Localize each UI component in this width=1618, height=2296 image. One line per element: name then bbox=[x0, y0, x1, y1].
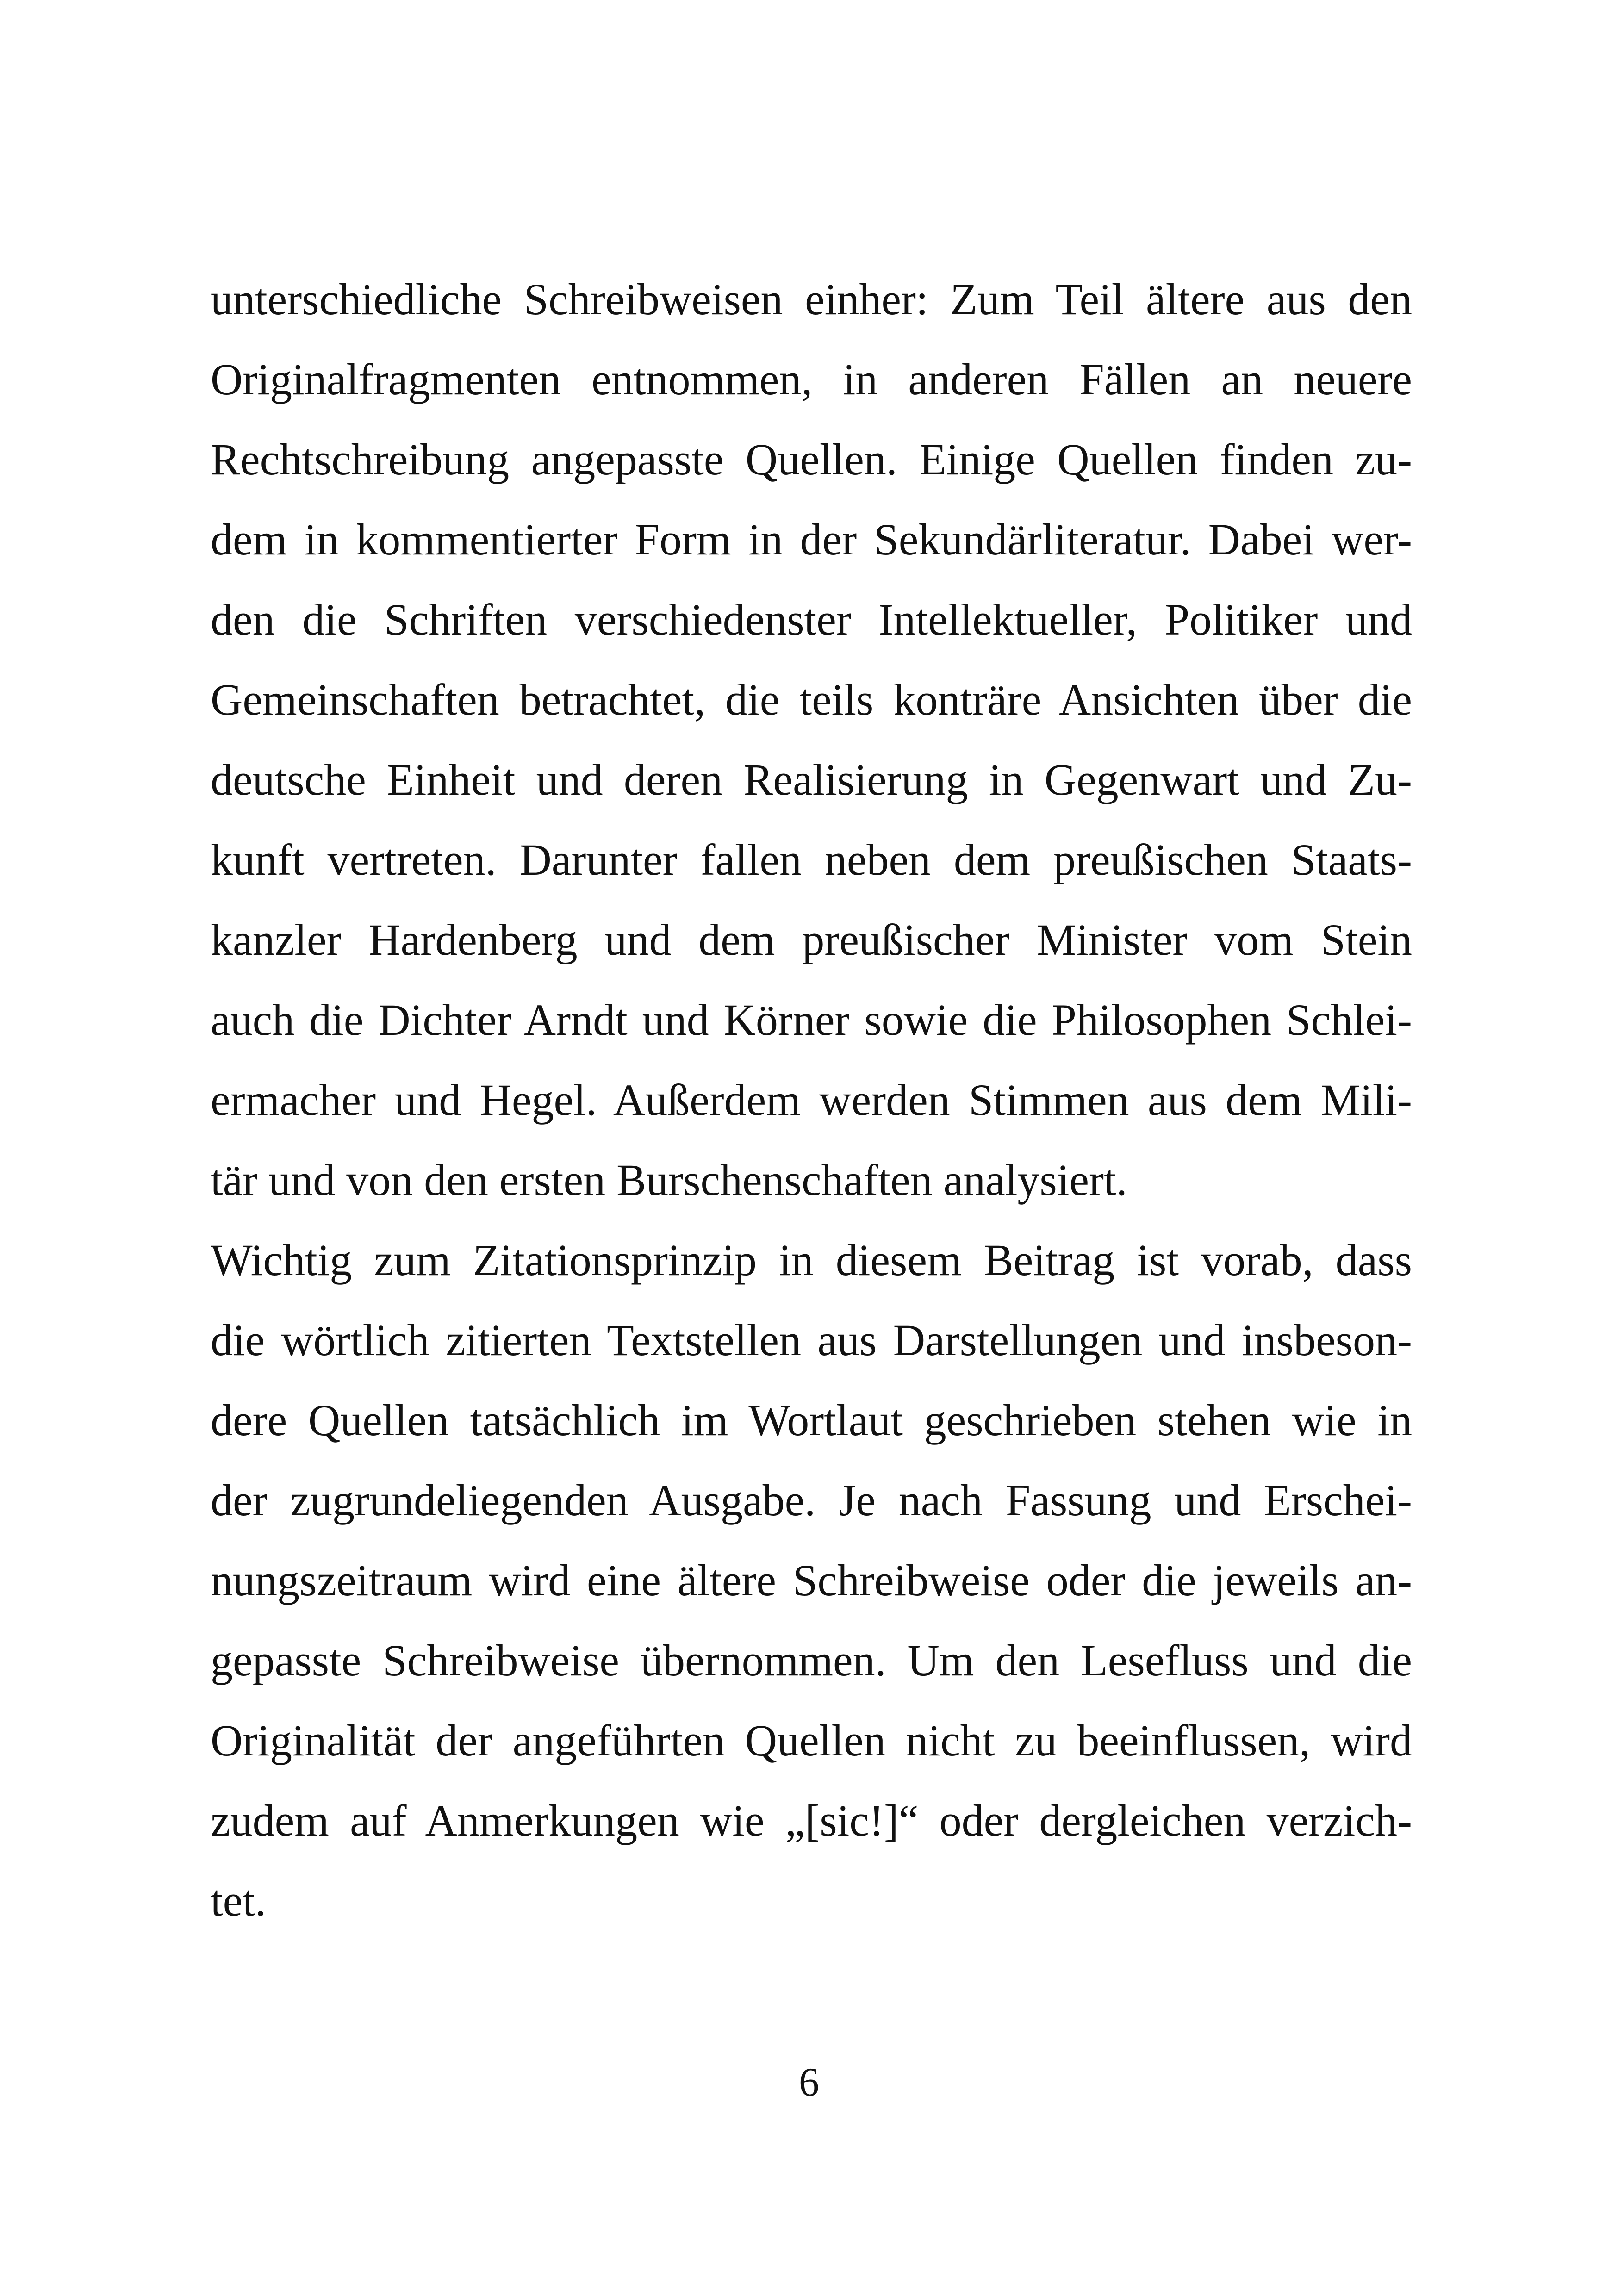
text-line: kanzler Hardenberg und dem preußischer Minister vom Stein bbox=[211, 915, 1412, 964]
body-text bbox=[211, 259, 1412, 1941]
text-line: unterschiedliche Schreibweisen einher: Zum Teil ältere aus den bbox=[211, 274, 1412, 324]
text-line: tär und von den ersten Burschenschaften analysiert. bbox=[211, 1155, 1127, 1205]
text-line: Originalität der angeführten Quellen nicht zu beeinflussen, wird bbox=[211, 1716, 1412, 1765]
text-line: dere Quellen tatsächlich im Wortlaut geschrieben stehen wie in bbox=[211, 1395, 1412, 1445]
paragraph-1 bbox=[211, 259, 1412, 1220]
page-number: 6 bbox=[799, 2060, 819, 2105]
text-line: Rechtschreibung angepasste Quellen. Einige Quellen finden zu- bbox=[211, 435, 1412, 484]
text-line: Originalfragmenten entnommen, in anderen Fällen an neuere bbox=[211, 355, 1412, 404]
text-line: nungszeitraum wird eine ältere Schreibweise oder die jeweils an- bbox=[211, 1556, 1412, 1605]
text-line: den die Schriften verschiedenster Intellektueller, Politiker und bbox=[211, 595, 1412, 644]
text-line: gepasste Schreibweise übernommen. Um den Lesefluss und die bbox=[211, 1636, 1412, 1685]
text-line: zudem auf Anmerkungen wie „[sic!]“ oder dergleichen verzich- bbox=[211, 1796, 1412, 1845]
text-line: die wörtlich zitierten Textstellen aus Darstellungen und insbeson- bbox=[211, 1315, 1412, 1365]
text-line: dem in kommentierter Form in der Sekundärliteratur. Dabei wer- bbox=[211, 515, 1412, 564]
text-line: ermacher und Hegel. Außerdem werden Stimmen aus dem Mili- bbox=[211, 1075, 1412, 1125]
text-line: der zugrundeliegenden Ausgabe. Je nach Fassung und Erschei- bbox=[211, 1475, 1412, 1525]
text-line: auch die Dichter Arndt und Körner sowie die Philosophen Schlei- bbox=[211, 995, 1412, 1045]
text-line: Gemeinschaften betrachtet, die teils konträre Ansichten über die bbox=[211, 675, 1412, 724]
text-line: Wichtig zum Zitationsprinzip in diesem Beitrag ist vorab, dass bbox=[211, 1235, 1412, 1285]
text-line: tet. bbox=[211, 1876, 266, 1925]
text-line: kunft vertreten. Darunter fallen neben dem preußischen Staats- bbox=[211, 835, 1412, 884]
text-line: deutsche Einheit und deren Realisierung in Gegenwart und Zu- bbox=[211, 755, 1412, 804]
paragraph-2 bbox=[211, 1220, 1412, 1941]
